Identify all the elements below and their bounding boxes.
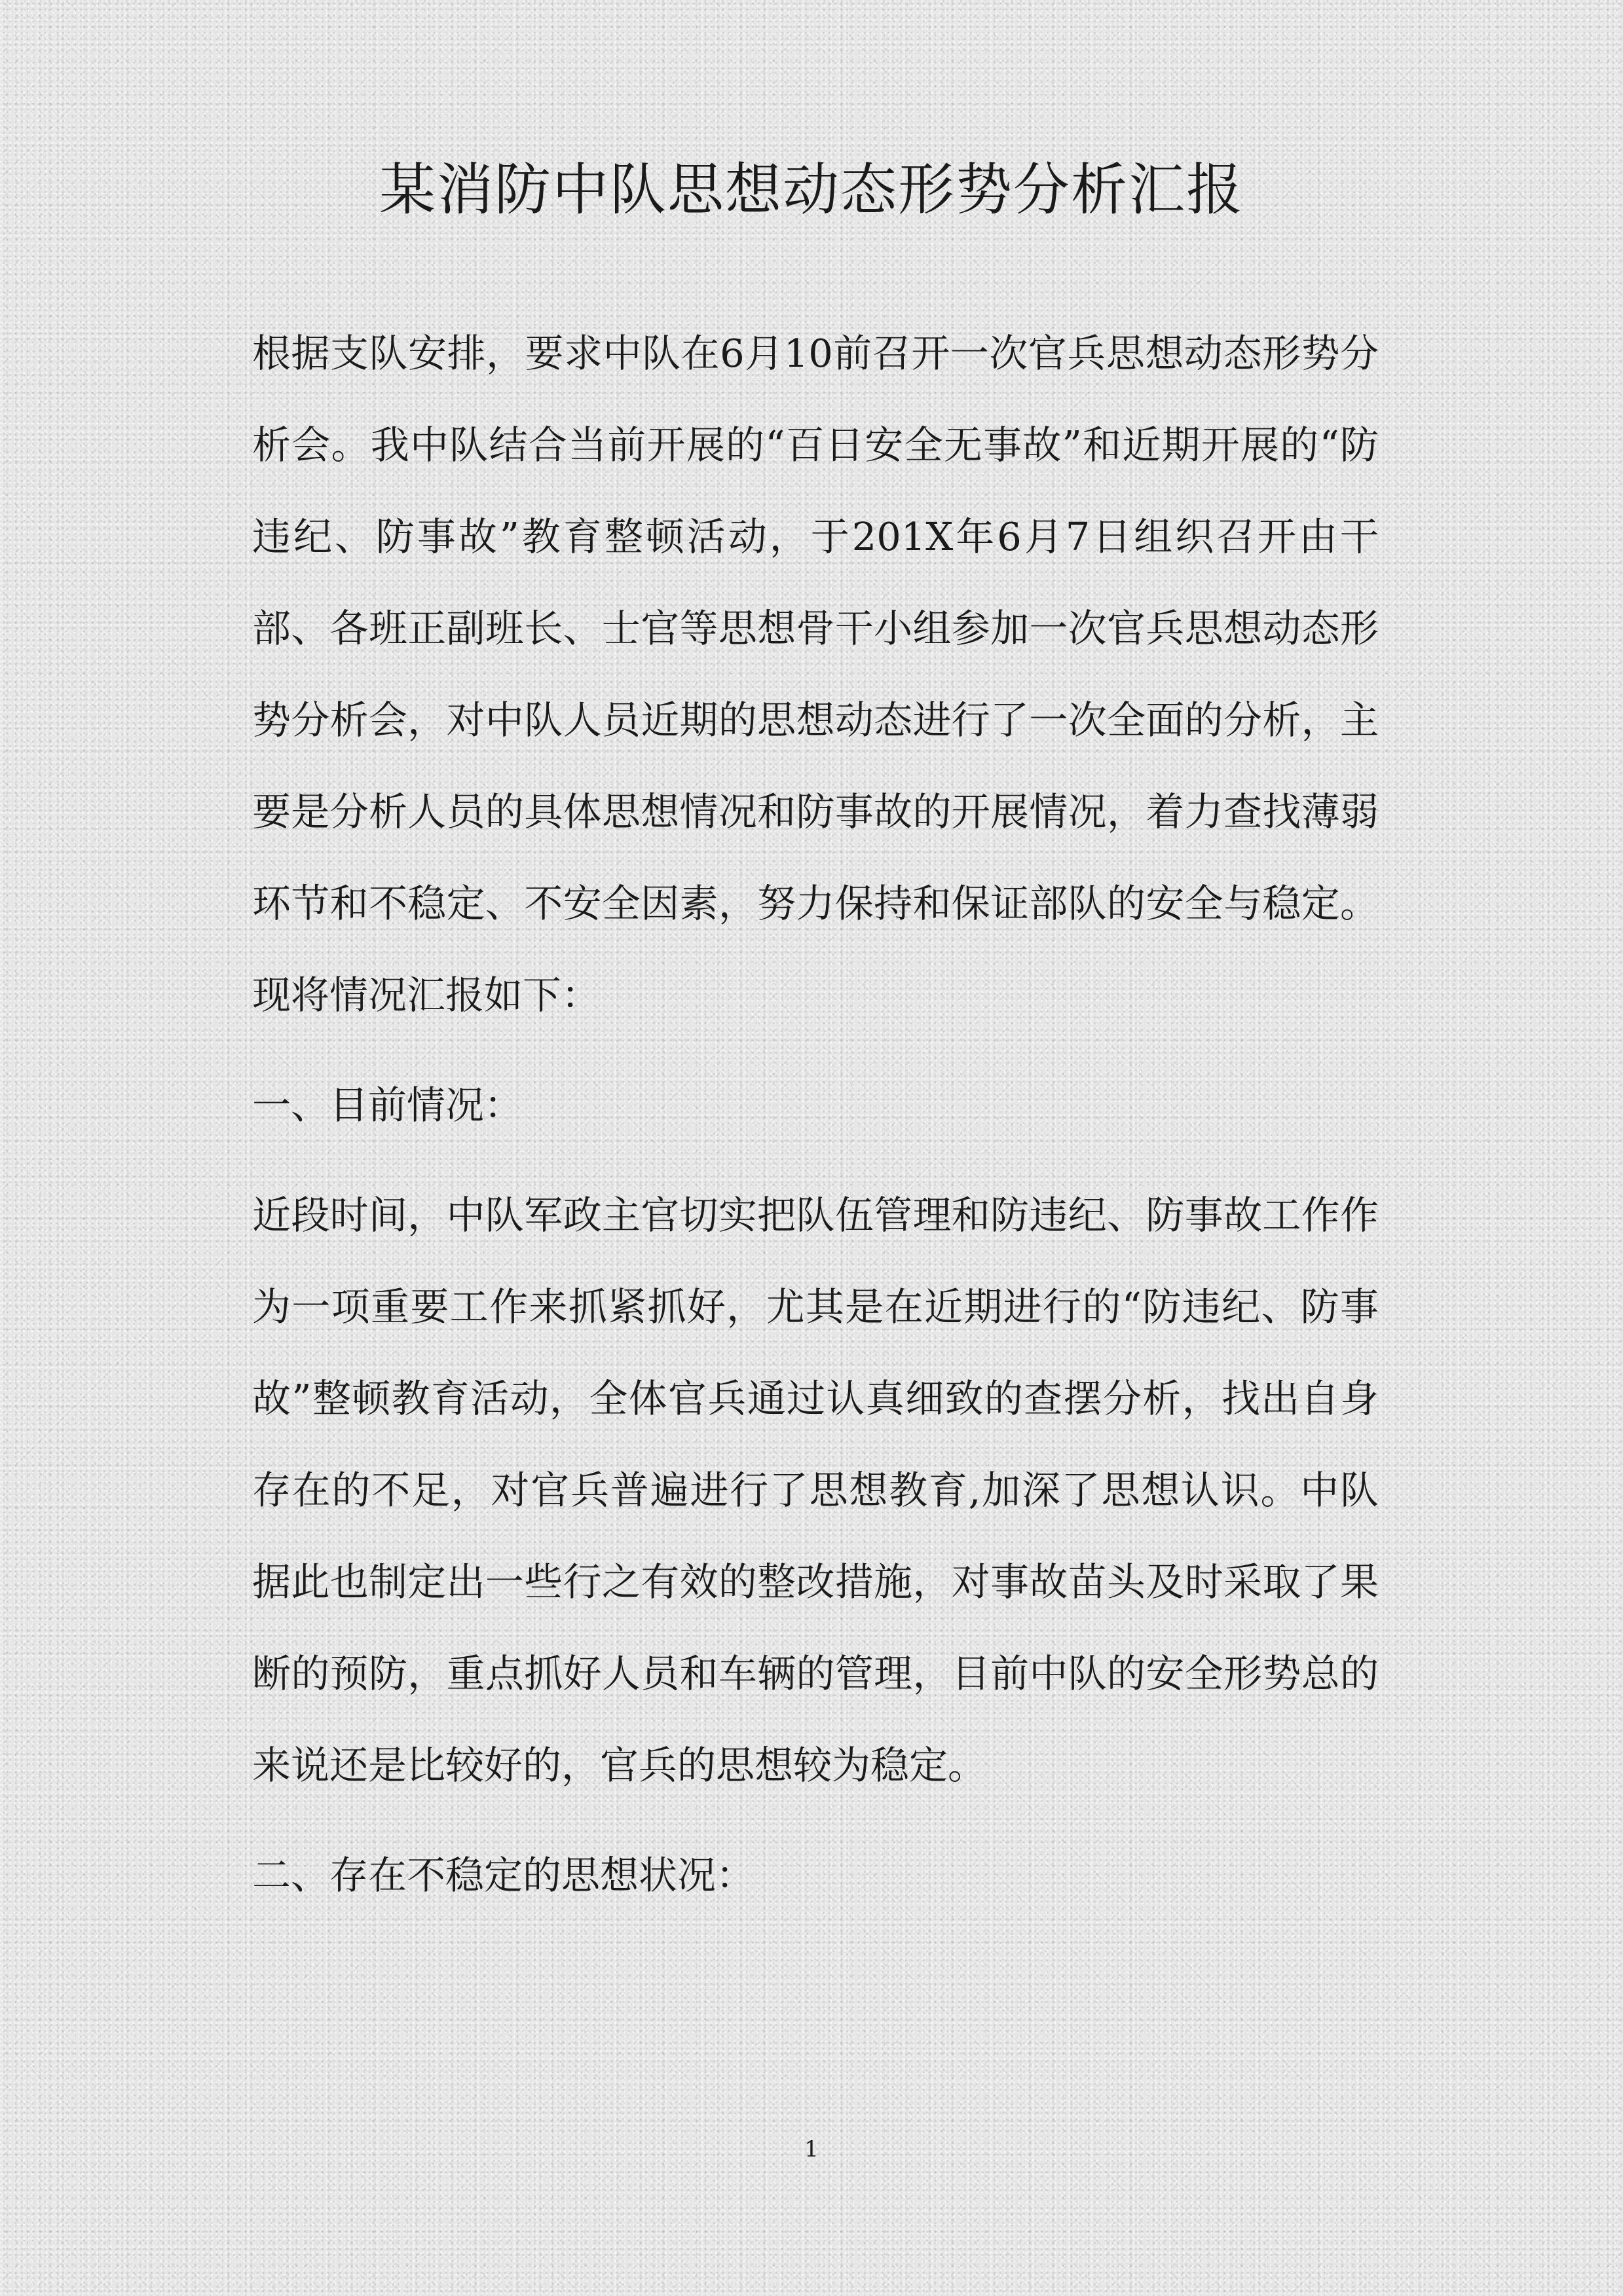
- document-body: [252, 308, 1379, 1921]
- section-heading-unstable-thoughts: 二、存在不稳定的思想状况：: [252, 1853, 755, 1898]
- document-title: 某消防中队思想动态形势分析汇报: [379, 157, 1244, 223]
- paragraph-current-situation: 近段时间，中队军政主官切实把队伍管理和防违纪、防事故工作作为一项重要工作来抓紧抓好，尤其是在近期进行的“防违纪、防事故”整顿教育活动，全体官兵通过认真细致的查摆分析，找出自身存在的不足，对官兵普遍进行了思想教育,加深了思想认识。中队据此也制定出一些行之有效的整改措施，对事故苗头及时采取了果断的预防，重点抓好人员和车辆的管理，目前中队的安全形势总的来说还是比较好的，官兵的思想较为稳定。: [252, 1193, 1379, 1788]
- page-number: 1: [804, 2136, 819, 2162]
- section-heading-current-situation: 一、目前情况：: [252, 1083, 523, 1128]
- paragraph-intro: 根据支队安排，要求中队在6月10前召开一次官兵思想动态形势分析会。我中队结合当前开展的“百日安全无事故”和近期开展的“防违纪、防事故”教育整顿活动，于201X年6月7日组织召开由干部、各班正副班长、士官等思想骨干小组参加一次官兵思想动态形势分析会，对中队人员近期的思想动态进行了一次全面的分析，主要是分析人员的具体思想情况和防事故的开展情况，着力查找薄弱环节和不稳定、不安全因素，努力保持和保证部队的安全与稳定。现将情况汇报如下：: [252, 331, 1379, 1018]
